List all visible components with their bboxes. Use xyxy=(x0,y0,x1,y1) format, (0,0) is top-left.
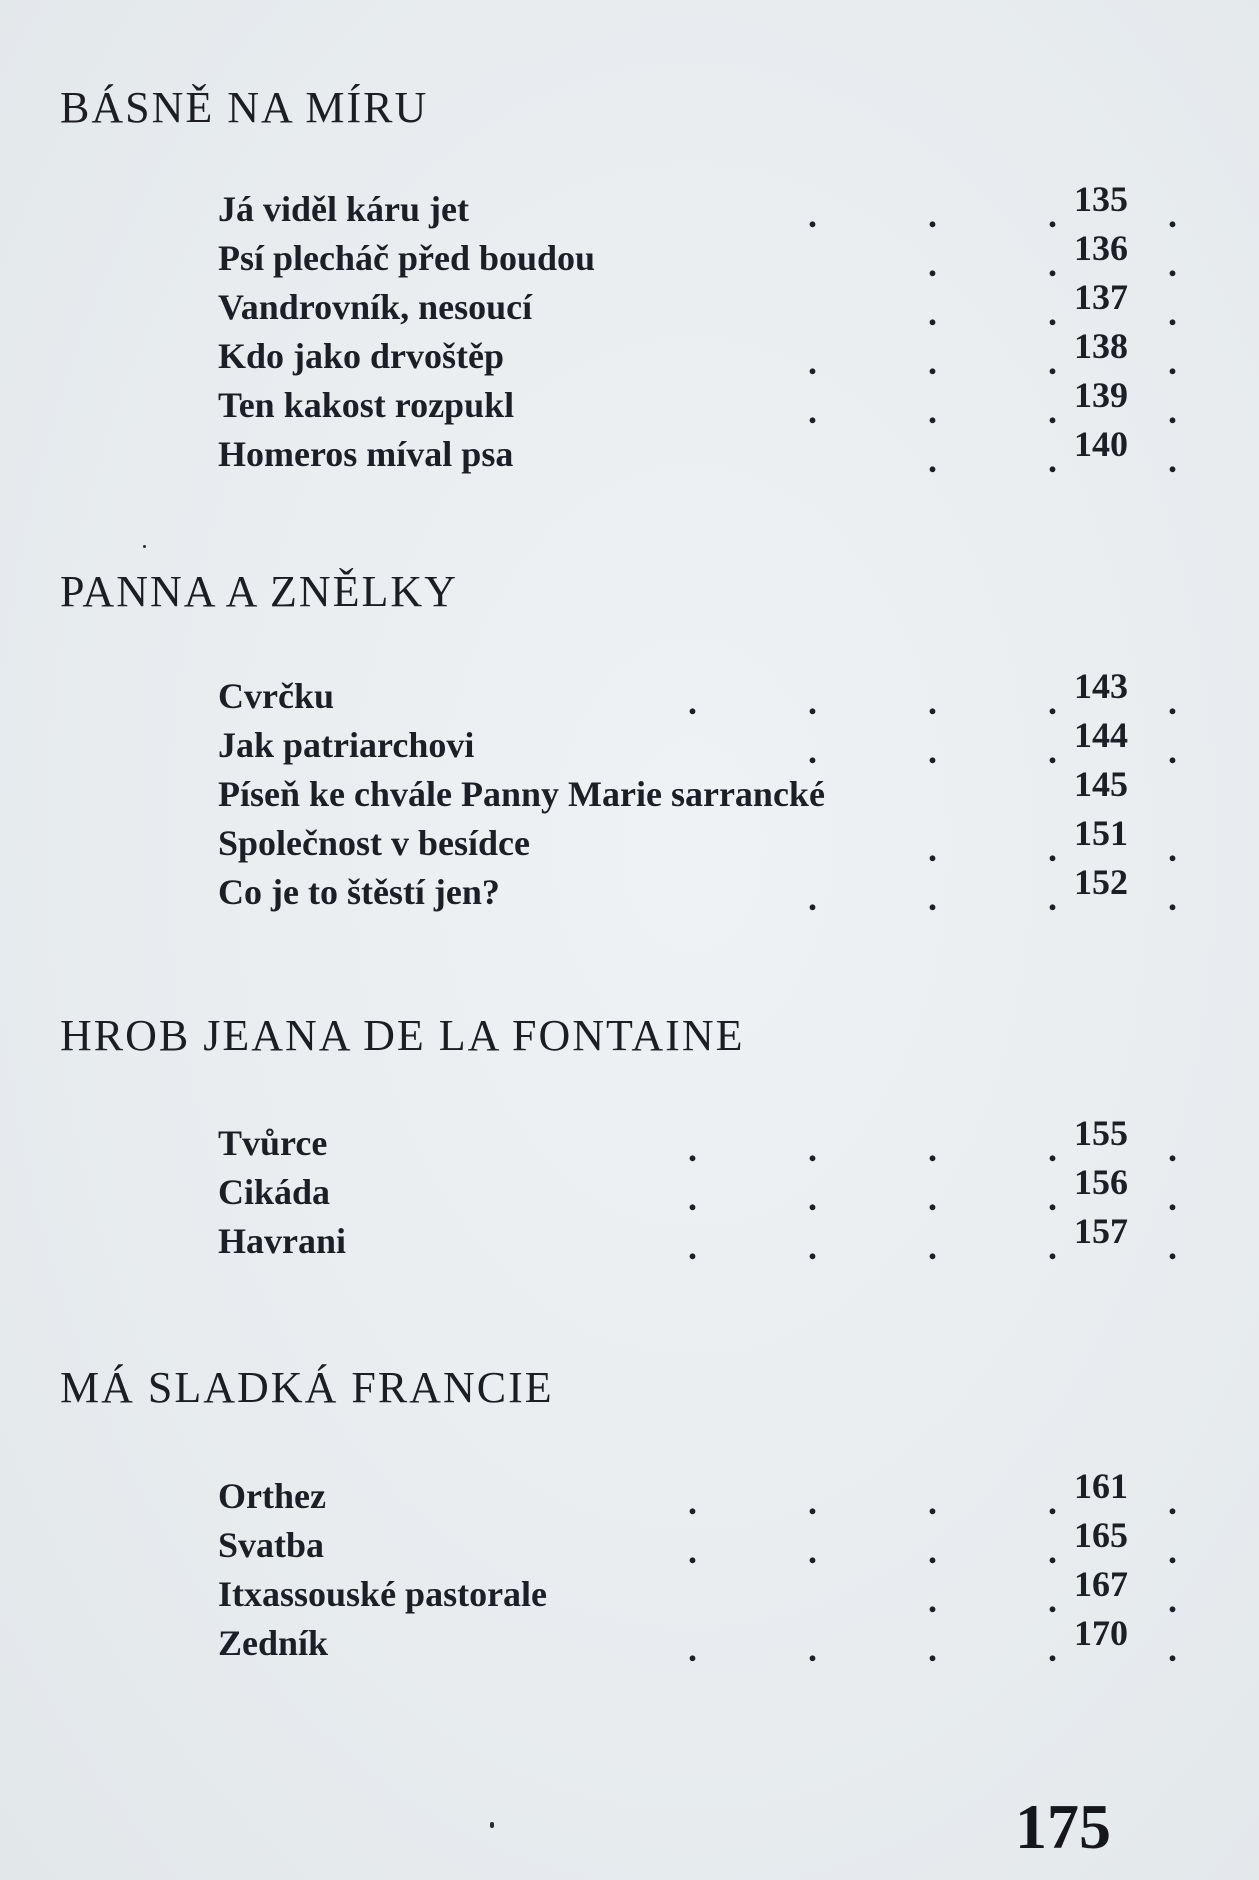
entry-title: Orthez xyxy=(218,1476,326,1516)
toc-entry: Ten kakost rozpukl . . . . 139 xyxy=(218,375,1177,431)
toc-entry: Zedník . . . . . 170 xyxy=(218,1613,1177,1669)
toc-entry: Svatba . . . . . 165 xyxy=(218,1515,1177,1571)
entry-title: Cvrčku xyxy=(218,676,334,716)
entry-page-number: 170 xyxy=(1074,1613,1128,1653)
entry-page-number: 161 xyxy=(1074,1466,1128,1506)
ink-speck xyxy=(490,1822,494,1828)
entry-title: Tvůrce xyxy=(218,1123,328,1163)
page-number: 175 xyxy=(1015,1791,1111,1862)
entry-title: Kdo jako drvoštěp xyxy=(218,336,505,376)
entry-title: Jak patriarchovi xyxy=(218,725,475,765)
entry-title: Cikáda xyxy=(218,1172,331,1212)
entry-title: Píseň ke chvále Panny Marie sarrancké xyxy=(218,774,825,814)
entry-page-number: 138 xyxy=(1074,326,1128,366)
entry-title: Havrani xyxy=(218,1221,347,1261)
entry-page-number: 136 xyxy=(1074,228,1128,268)
entry-page-number: 144 xyxy=(1074,715,1128,755)
entry-title: Svatba xyxy=(218,1525,325,1565)
entry-title: Co je to štěstí jen? xyxy=(218,872,500,912)
toc-entry: Společnost v besídce . . . 151 xyxy=(218,813,1177,869)
entry-title: Ten kakost rozpukl xyxy=(218,385,515,425)
entry-page-number: 156 xyxy=(1074,1162,1128,1202)
toc-entry: Homeros míval psa . . . 140 xyxy=(218,424,1177,480)
entry-page-number: 135 xyxy=(1074,179,1128,219)
section-title: MÁ SLADKÁ FRANCIE xyxy=(60,1363,554,1412)
section-title: PANNA A ZNĚLKY xyxy=(60,567,458,616)
toc-entry: Co je to štěstí jen? . . . . 152 xyxy=(218,862,1177,918)
entry-page-number: 145 xyxy=(1074,764,1128,804)
toc-entry: Jak patriarchovi . . . . 144 xyxy=(218,715,1177,771)
toc-entry: Tvůrce . . . . . 155 xyxy=(218,1113,1177,1169)
toc-entries xyxy=(218,179,1177,482)
entry-page-number: 151 xyxy=(1074,813,1128,853)
entry-page-number: 152 xyxy=(1074,862,1128,902)
entry-title: Já viděl káru jet xyxy=(218,189,469,229)
entry-page-number: 137 xyxy=(1074,277,1128,317)
entry-page-number: 143 xyxy=(1074,666,1128,706)
entry-page-number: 140 xyxy=(1074,424,1128,464)
toc-entry: Já viděl káru jet . . . . 135 xyxy=(218,179,1177,235)
ink-speck xyxy=(143,545,146,548)
entry-page-number: 165 xyxy=(1074,1515,1128,1555)
toc-entry: Cvrčku . . . . . 143 xyxy=(218,666,1177,722)
entry-page-number: 155 xyxy=(1074,1113,1128,1153)
toc-entry: Psí plecháč před boudou . . . 136 xyxy=(218,228,1177,284)
toc-entries xyxy=(218,1466,1177,1671)
toc-entry: Havrani . . . . . 157 xyxy=(218,1211,1177,1267)
entry-page-number: 157 xyxy=(1074,1211,1128,1251)
entry-title: Psí plecháč před boudou xyxy=(218,238,596,278)
section-title: BÁSNĚ NA MÍRU xyxy=(60,83,429,132)
entry-title: Společnost v besídce xyxy=(218,823,531,863)
toc-entry: Cikáda . . . . . 156 xyxy=(218,1162,1177,1218)
entry-title: Vandrovník, nesoucí xyxy=(218,287,533,327)
toc-entry: Kdo jako drvoštěp . . . . 138 xyxy=(218,326,1177,382)
entry-page-number: 167 xyxy=(1074,1564,1128,1604)
toc-entry: Orthez . . . . . 161 xyxy=(218,1466,1177,1522)
section-title: HROB JEANA DE LA FONTAINE xyxy=(60,1011,745,1060)
toc-entries xyxy=(218,666,1177,920)
toc-entry xyxy=(218,764,1128,822)
entry-title: Homeros míval psa xyxy=(218,434,514,474)
toc-entry: Itxassouské pastorale . . . 167 xyxy=(218,1564,1177,1620)
toc-entry: Vandrovník, nesoucí . . . 137 xyxy=(218,277,1177,333)
entry-title: Zedník xyxy=(218,1623,329,1663)
entry-page-number: 139 xyxy=(1074,375,1128,415)
entry-title: Itxassouské pastorale xyxy=(218,1574,548,1614)
toc-entries xyxy=(218,1113,1177,1269)
